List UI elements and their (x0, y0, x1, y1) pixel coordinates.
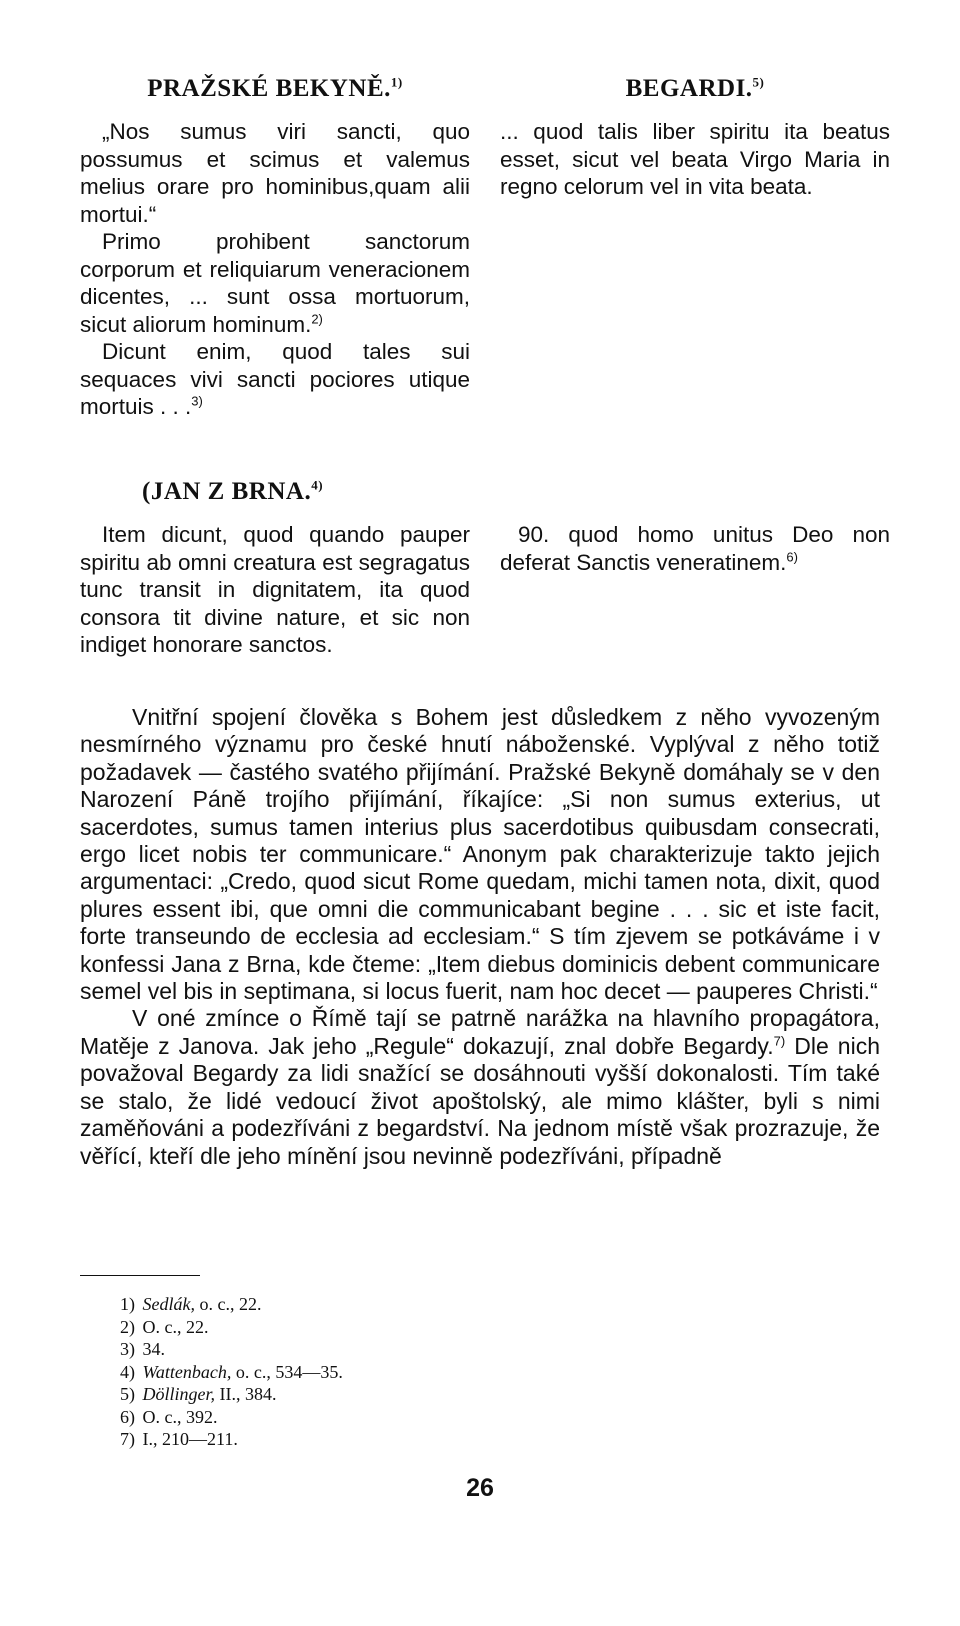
quote-paragraph (500, 521, 890, 576)
heading-text: (JAN Z BRNA. (142, 478, 312, 505)
footnote-ref: 4) (311, 477, 324, 493)
footnote-item (120, 1383, 720, 1406)
footnote-item (120, 1338, 720, 1361)
body-text-span: V oné zmínce o Římě tají se patrně narážka na hlavního propagátora, Matěje z Janova. Jak jeho „Regule“ dokazují, znal dobře Begardy. (80, 1005, 880, 1059)
footnote-ref: 6) (786, 549, 798, 564)
footnote-mark: 6) (120, 1406, 135, 1427)
quote-text: Dicunt enim, quod tales sui sequaces vivi sancti pociores utique mortuis . . . (80, 339, 470, 419)
footnote-mark: 5) (120, 1384, 135, 1404)
quote-paragraph: Item dicunt, quod quando pauper spiritu ab omni creatura est segragatus tunc transit in dignitatem, ita quod consora tit divine nature, et sic non indiget honorare sanctos. (80, 522, 470, 657)
footnote-ref: 1) (390, 74, 403, 90)
footnote-item (120, 1293, 720, 1316)
footnote-mark: 4) (120, 1361, 135, 1382)
footnote-text: 34. (142, 1339, 165, 1359)
footnote-author: Döllinger, (142, 1384, 216, 1404)
right-column-top (500, 74, 890, 201)
quote-text: Primo prohibent sanctorum corporum et reliquiarum veneracionem dicentes, ... sunt ossa mortuorum, sicut aliorum hominum. (80, 229, 470, 337)
footnote-text: II., 384. (215, 1384, 277, 1404)
quote-paragraph: ... quod talis liber spiritu ita beatus esset, sicut vel beata Virgo Maria in regno celorum vel in vita beata. (500, 119, 890, 199)
footnote-item (120, 1406, 720, 1429)
footnote-text: I., 210—211. (142, 1429, 238, 1449)
left-column-bottom (80, 477, 470, 659)
footnote-mark: 1) (120, 1294, 135, 1314)
footnote-ref: 5) (752, 74, 765, 90)
footnote-text: o. c., 22. (194, 1294, 262, 1314)
heading-text: BEGARDI. (625, 75, 753, 102)
body-paragraph (80, 1005, 880, 1169)
quote-text: 90. quod homo unitus Deo non deferat Sanctis veneratinem. (500, 522, 890, 575)
footnote-ref: 2) (311, 311, 323, 326)
footnote-author: Sedlák, (142, 1294, 195, 1314)
quote-paragraph (80, 338, 470, 421)
heading-prazske-bekyne (80, 74, 470, 104)
footnote-list (120, 1293, 720, 1451)
footnote-item (120, 1361, 720, 1384)
footnote-item (120, 1428, 720, 1451)
heading-text: PRAŽSKÉ BEKYNĚ. (147, 75, 391, 102)
footnote-item (120, 1316, 720, 1339)
body-paragraph: Vnitřní spojení člověka s Bohem jest důsledkem z něho vyvozeným nesmírného významu pro české hnutí náboženské. Vyplýval z něho totiž požadavek — častého svatého přijímání. Pražské Bekyně domáhaly se v den Narození Páně trojího přijímání, říkajíce: „Si non sumus exterius, ut sacerdotes, sumus tamen interius plus sacerdotibus quibusdam consecrati, ergo licet nobis ter communicare.“ Anonym pak charakterizuje takto jejich argumentaci: „Credo, quod sicut Rome quedam, michi tamen nota, dixit, quod plures essent ibi, que omni die communicabant begine . . . sic et iste facit, forte transeundo de ecclesia ad ecclesiam.“ S tím zjevem se potkáváme i v konfessi Jana z Brna, kde čteme: „Item diebus dominicis debent communicare semel vel bis in septimana, si locus fuerit, nam hoc decet — pauperes Christi.“ (80, 704, 880, 1005)
footnote-divider (80, 1275, 200, 1276)
body-text-span: Dle nich považoval Begardy za lidi snažící se dosáhnouti vyšší dokonalosti. Tím také se stalo, že lidé vedoucí život apoštolský, ale mimo klášter, byli s nimi zaměňováni a podezříváni z begardství. Na jednom místě však prozrazuje, že věřící, kteří dle jeho mínění jsou nevinně podezříváni, případně (80, 1032, 880, 1169)
footnote-ref: 3) (191, 393, 203, 409)
right-column-bottom (500, 521, 890, 576)
page-number: 26 (466, 1474, 494, 1502)
footnote-mark: 3) (120, 1339, 135, 1359)
body-text (80, 704, 880, 1170)
footnote-author: Wattenbach, (142, 1361, 232, 1382)
quote-paragraph: „Nos sumus viri sancti, quo possumus et scimus et valemus melius orare pro hominibus,quam alii mortui.“ (80, 119, 470, 227)
footnote-text: O. c., 22. (142, 1316, 209, 1337)
heading-begardi (500, 74, 890, 104)
footnote-text: o. c., 534—35. (231, 1361, 343, 1382)
footnote-ref: 7) (773, 1033, 786, 1049)
left-column-top (80, 74, 470, 421)
quote-paragraph (80, 228, 470, 338)
footnote-mark: 2) (120, 1316, 135, 1337)
footnote-mark: 7) (120, 1429, 135, 1449)
heading-jan-z-brna (80, 477, 470, 507)
footnote-text: O. c., 392. (142, 1406, 218, 1427)
